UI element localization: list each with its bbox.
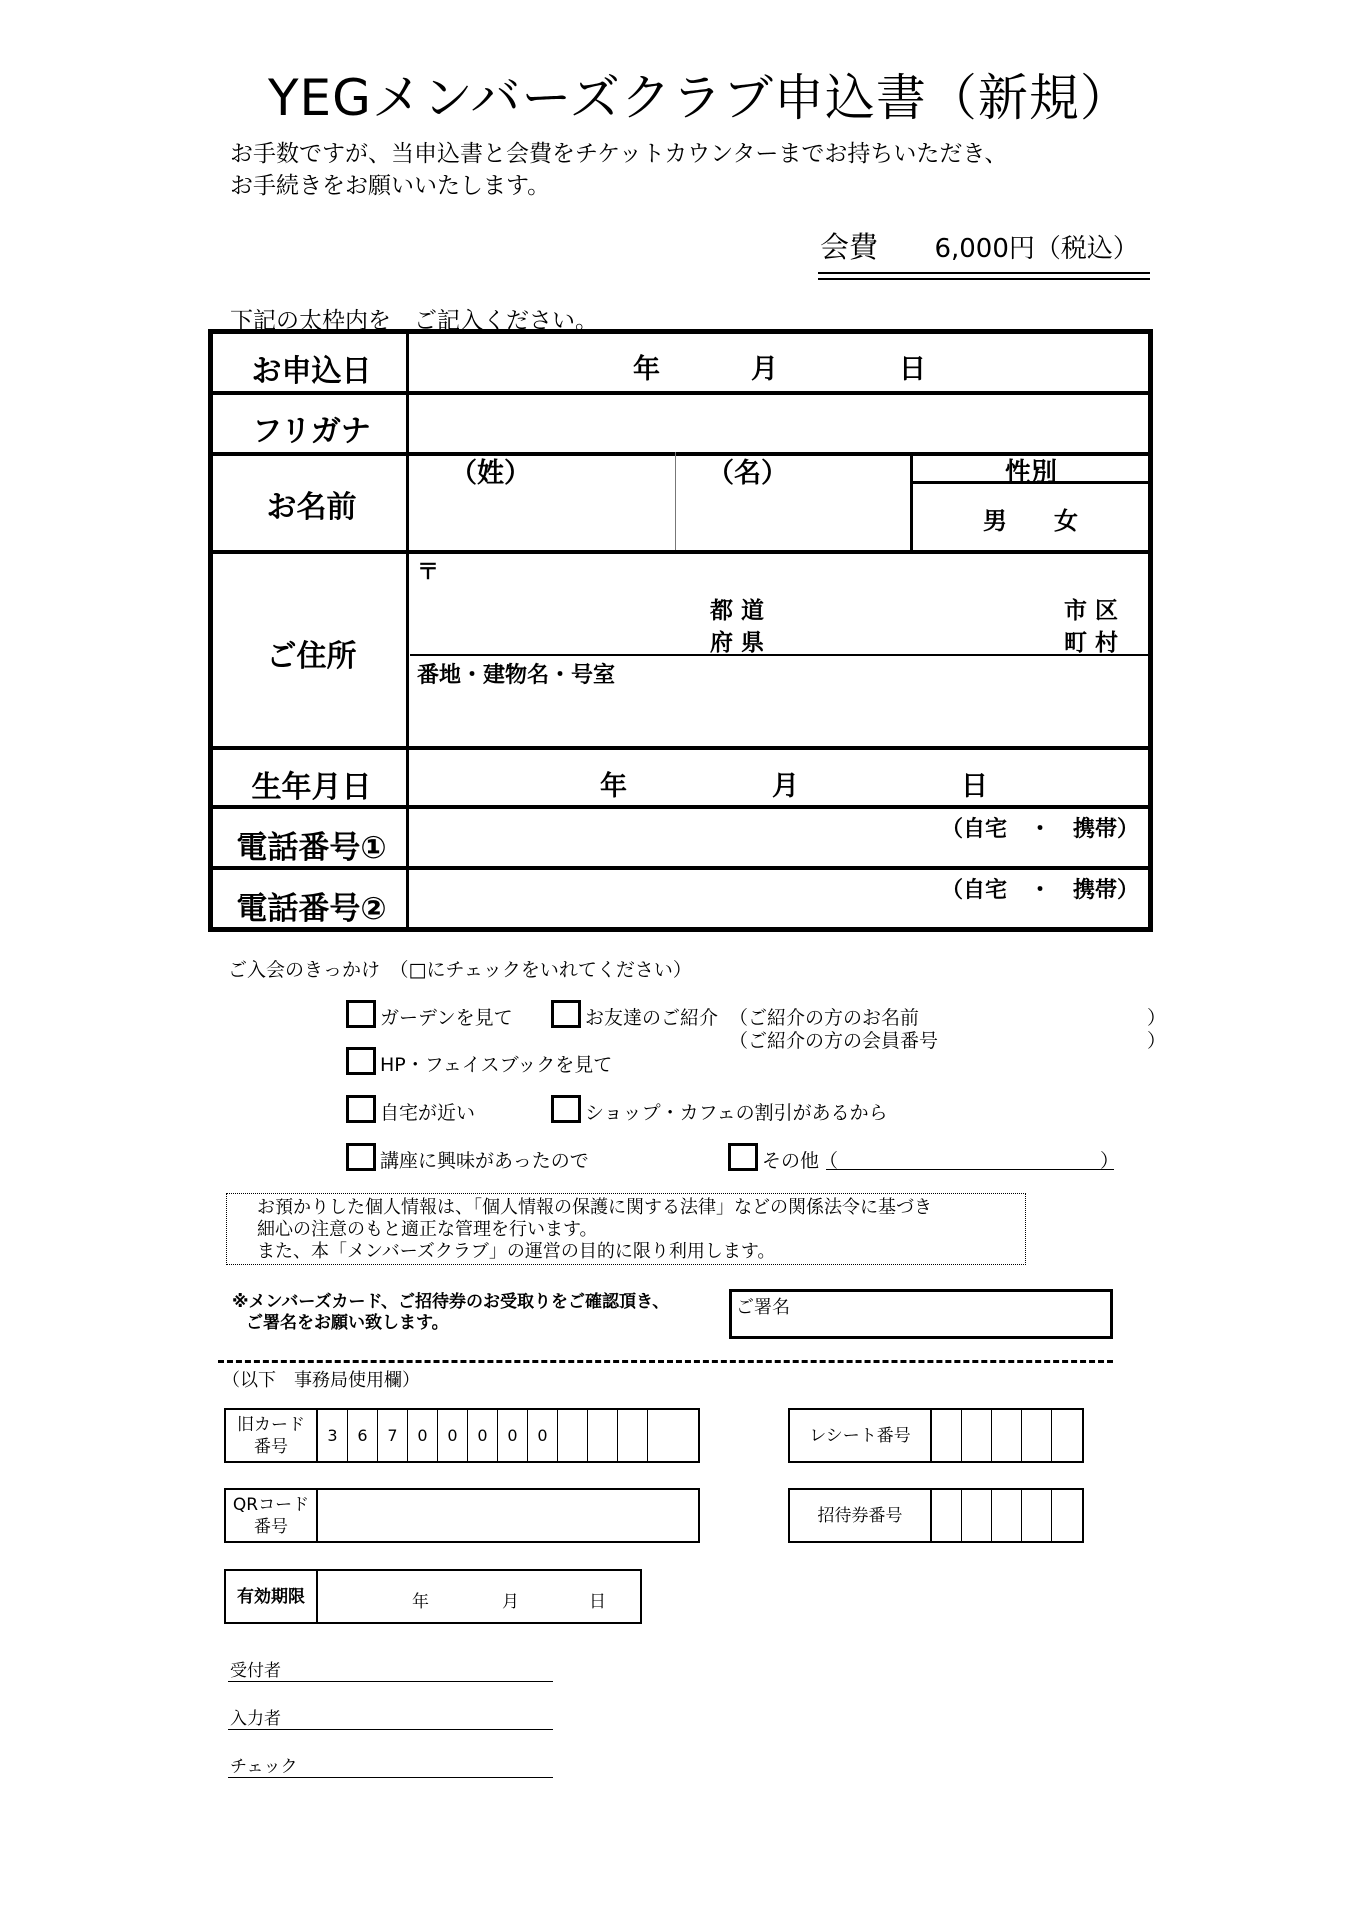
old-card-digit[interactable]: 3 — [318, 1410, 348, 1461]
home-near-label: 自宅が近い — [380, 1102, 476, 1124]
qr-label — [226, 1490, 318, 1541]
old-card-label-line-1: 旧カード — [237, 1414, 305, 1435]
reasons-heading: ご入会のきっかけ （□にチェックをいれてください） — [228, 959, 692, 981]
prefecture-city-field[interactable] — [410, 554, 1153, 652]
receipt-digit[interactable] — [962, 1410, 992, 1461]
invite-number-box — [788, 1488, 1084, 1543]
intro-text — [230, 138, 1007, 202]
old-card-digit[interactable]: 0 — [438, 1410, 468, 1461]
application-year: 年 — [633, 354, 660, 385]
old-card-digit[interactable]: 0 — [528, 1410, 558, 1461]
name-divider — [675, 452, 676, 550]
page-title: YEGメンバーズクラブ申込書（新規） — [268, 69, 1131, 127]
furigana-field[interactable] — [410, 395, 1153, 451]
phone1-label: 電話番号① — [236, 830, 387, 866]
home-near-checkbox[interactable] — [346, 1095, 376, 1123]
check-line[interactable] — [228, 1752, 553, 1778]
receipt-digit[interactable] — [1052, 1410, 1082, 1461]
signature-note — [232, 1292, 669, 1334]
old-card-digit[interactable] — [588, 1410, 618, 1461]
invite-digit[interactable] — [1052, 1490, 1082, 1541]
signature-note-line-1: ※メンバーズカード、ご招待券のお受取りをご確認頂き、 — [232, 1292, 670, 1312]
phone2-type[interactable]: （自宅 ・ 携帯） — [941, 878, 1140, 903]
old-card-digit[interactable]: 0 — [468, 1410, 498, 1461]
application-date-field[interactable] — [410, 334, 1153, 390]
friend-member-field[interactable] — [960, 1026, 1140, 1048]
invite-digit[interactable] — [992, 1490, 1022, 1541]
check-label: チェック — [230, 1757, 298, 1777]
fill-instruction: 下記の太枠内を ご記入ください。 — [230, 308, 598, 334]
expiry-month: 月 — [502, 1592, 519, 1612]
gender-divider — [910, 452, 913, 550]
expiry-year: 年 — [412, 1592, 429, 1612]
old-card-digit[interactable] — [648, 1410, 678, 1461]
office-separator — [218, 1360, 1113, 1363]
qr-label-line-1: QRコード — [232, 1494, 310, 1515]
phone1-type[interactable]: （自宅 ・ 携帯） — [941, 817, 1140, 842]
other-underline — [826, 1169, 1114, 1170]
birthday-year: 年 — [600, 771, 627, 802]
application-date-label: お申込日 — [251, 354, 372, 389]
surname-label: （姓） — [450, 458, 531, 489]
old-card-digit[interactable]: 7 — [378, 1410, 408, 1461]
lecture-label: 講座に興味があったので — [380, 1150, 589, 1172]
birthday-label: 生年月日 — [251, 770, 372, 805]
old-card-digit[interactable] — [618, 1410, 648, 1461]
invite-digit[interactable] — [962, 1490, 992, 1541]
friend-name-close: ） — [1147, 1007, 1167, 1029]
phone2-field[interactable] — [410, 900, 930, 928]
birthday-field[interactable] — [410, 750, 1153, 804]
old-card-label — [226, 1410, 318, 1461]
prefecture-bottom: 府 県 — [710, 630, 765, 656]
signature-label: ご署名 — [736, 1297, 790, 1318]
inputter-label: 入力者 — [230, 1709, 281, 1729]
friend-member-close: ） — [1147, 1030, 1167, 1052]
name-label: お名前 — [266, 490, 357, 525]
street-label: 番地・建物名・号室 — [417, 663, 616, 688]
lecture-checkbox[interactable] — [346, 1143, 376, 1171]
gender-female[interactable]: 女 — [1054, 507, 1078, 535]
qr-number-box — [224, 1488, 700, 1543]
privacy-line-2: 細心の注意のもと適正な管理を行います。 — [257, 1219, 598, 1240]
inputter-line[interactable] — [228, 1704, 553, 1730]
given-name-label: （名） — [707, 458, 788, 489]
garden-checkbox[interactable] — [346, 1000, 376, 1028]
receipt-label: レシート番号 — [790, 1410, 932, 1461]
furigana-label: フリガナ — [252, 414, 371, 449]
receipt-digit[interactable] — [932, 1410, 962, 1461]
gender-male[interactable]: 男 — [983, 507, 1007, 535]
birthday-day: 日 — [961, 771, 988, 802]
old-card-digit[interactable]: 0 — [498, 1410, 528, 1461]
privacy-line-1: お預かりした個人情報は、「個人情報の保護に関する法律」などの関係法令に基づき — [257, 1197, 932, 1218]
invite-digit[interactable] — [932, 1490, 962, 1541]
privacy-notice — [226, 1193, 1026, 1265]
receipt-digit[interactable] — [992, 1410, 1022, 1461]
city-top: 市 区 — [1064, 598, 1119, 624]
fee-underline — [818, 272, 1150, 274]
receiver-label: 受付者 — [230, 1661, 281, 1681]
gender-label: 性別 — [1005, 458, 1058, 488]
other-checkbox[interactable] — [728, 1143, 758, 1171]
address-divider — [410, 654, 1153, 656]
expiry-day: 日 — [589, 1592, 606, 1612]
address-label: ご住所 — [266, 639, 357, 674]
city-bottom: 町 村 — [1064, 630, 1119, 656]
expiry-field[interactable] — [320, 1571, 640, 1622]
intro-line-1: お手数ですが、当申込書と会費をチケットカウンターまでお持ちいただき、 — [230, 141, 1008, 167]
old-card-digit[interactable]: 6 — [348, 1410, 378, 1461]
application-day: 日 — [899, 354, 926, 385]
expiry-box — [224, 1569, 642, 1624]
signature-note-line-2: ご署名をお願い致します。 — [246, 1313, 449, 1333]
friend-checkbox[interactable] — [551, 1000, 581, 1028]
old-card-label-line-2: 番号 — [254, 1436, 288, 1457]
phone2-label: 電話番号② — [236, 891, 387, 927]
friend-name-field[interactable] — [930, 1003, 1140, 1025]
fee-underline — [818, 278, 1150, 280]
invite-digit[interactable] — [1022, 1490, 1052, 1541]
hp-label: HP・フェイスブックを見て — [380, 1054, 613, 1076]
friend-label: お友達のご紹介 — [585, 1007, 719, 1029]
birthday-month: 月 — [772, 771, 799, 802]
old-card-number-box — [224, 1408, 700, 1463]
surname-field[interactable] — [410, 482, 674, 548]
privacy-line-3: また、本「メンバーズクラブ」の運営の目的に限り利用します。 — [257, 1241, 776, 1262]
other-close: ） — [1100, 1150, 1120, 1172]
signature-field[interactable] — [729, 1289, 1113, 1339]
old-card-digit[interactable]: 0 — [408, 1410, 438, 1461]
intro-line-2: お手続きをお願いいたします。 — [230, 173, 551, 199]
phone1-field[interactable] — [410, 839, 930, 864]
invite-label: 招待券番号 — [790, 1490, 932, 1541]
fee-amount: 6,000円（税込） — [934, 234, 1139, 264]
application-month: 月 — [751, 354, 778, 385]
receiver-line[interactable] — [228, 1656, 553, 1682]
receipt-number-box — [788, 1408, 1084, 1463]
prefecture-top: 都 道 — [710, 598, 765, 624]
garden-label: ガーデンを見て — [380, 1007, 513, 1029]
friend-member-label: （ご紹介の方の会員番号 — [729, 1030, 939, 1052]
shop-discount-checkbox[interactable] — [551, 1095, 581, 1123]
qr-label-line-2: 番号 — [253, 1516, 288, 1537]
application-form — [208, 329, 1153, 932]
street-field[interactable] — [410, 686, 1153, 744]
shop-discount-label: ショップ・カフェの割引があるから — [585, 1102, 888, 1124]
fee-label: 会費 — [820, 230, 879, 264]
expiry-label: 有効期限 — [226, 1571, 318, 1622]
friend-name-label: （ご紹介の方のお名前 — [729, 1007, 920, 1029]
hp-checkbox[interactable] — [346, 1047, 376, 1075]
qr-number-field[interactable] — [320, 1490, 698, 1541]
office-use-heading: （以下 事務局使用欄） — [222, 1370, 420, 1391]
postal-mark: 〒 — [417, 560, 440, 585]
receipt-digit[interactable] — [1022, 1410, 1052, 1461]
other-field[interactable] — [826, 1146, 1096, 1168]
old-card-digit[interactable] — [558, 1410, 588, 1461]
membership-fee — [820, 225, 1150, 266]
other-label: その他（ — [762, 1150, 839, 1172]
given-name-field[interactable] — [677, 482, 909, 548]
